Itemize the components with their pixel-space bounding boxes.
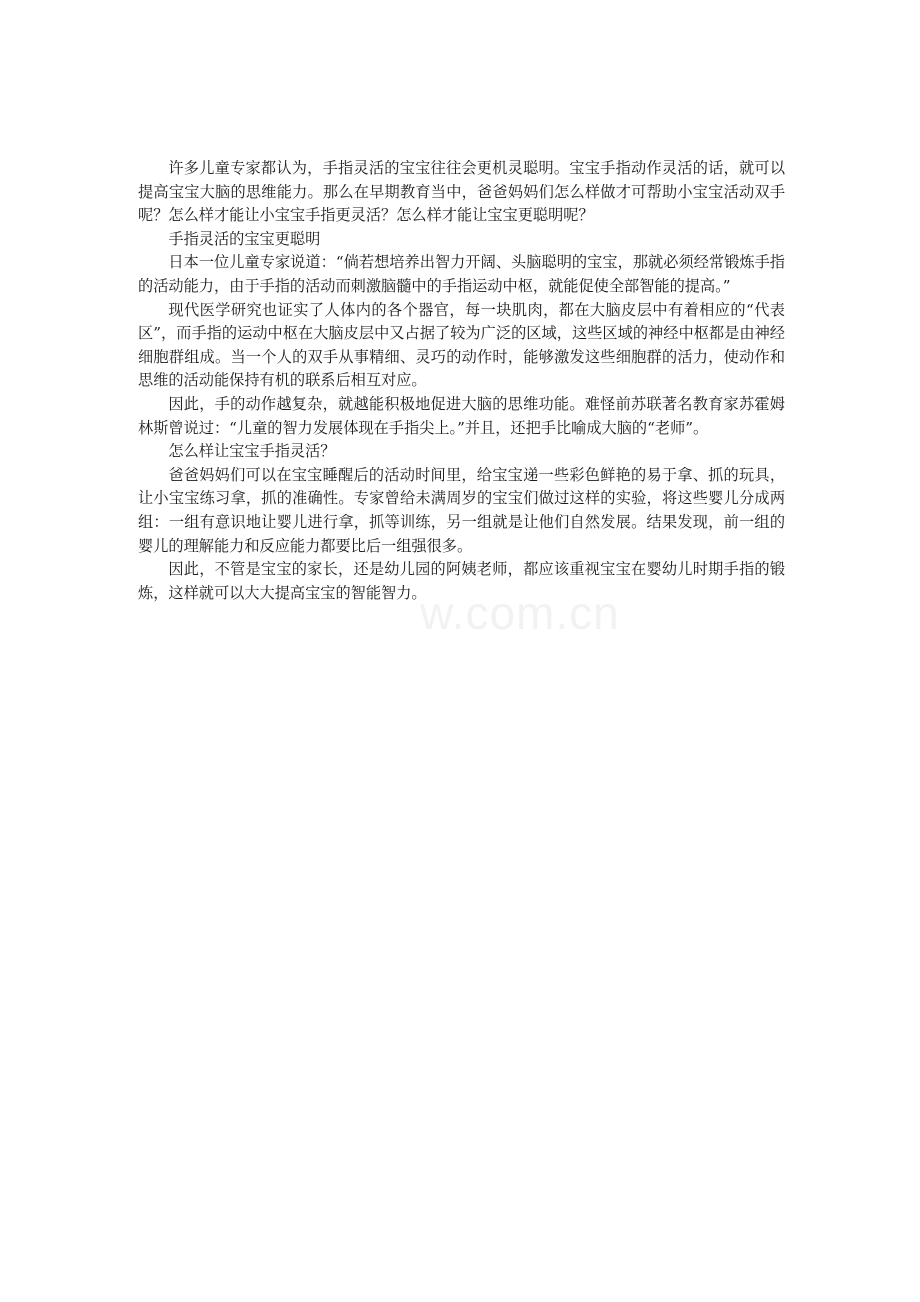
watermark: w.com.cn: [420, 587, 620, 639]
section-heading-how-to: 怎么样让宝宝手指灵活？: [168, 442, 336, 461]
conclusion-paragraph: 因此，不管是宝宝的家长，还是幼儿园的阿姨老师，都应该重视宝宝在婴幼儿时期手指的锻炼，这样就可以大大提高宝宝的智能智力。: [138, 560, 785, 602]
document-body: [138, 157, 785, 605]
intro-paragraph: 许多儿童专家都认为，手指灵活的宝宝往往会更机灵聪明。宝宝手指动作灵活的话，就可以提高宝宝大脑的思维能力。那么在早期教育当中，爸爸妈妈们怎么样做才可帮助小宝宝活动双手呢？怎么样才能让小宝宝手指更灵活？怎么样才能让宝宝更聪明呢？: [138, 159, 785, 225]
medical-research-paragraph: 现代医学研究也证实了人体内的各个器官，每一块肌肉，都在大脑皮层中有着相应的“代表区”，而手指的运动中枢在大脑皮层中又占据了较为广泛的区域，这些区域的神经中枢都是由神经细胞群组成。当一个人的双手从事精细、灵巧的动作时，能够激发这些细胞群的活力，使动作和思维的活动能保持有机的联系后相互对应。: [138, 300, 785, 390]
expert-quote-paragraph: 日本一位儿童专家说道：“倘若想培养出智力开阔、头脑聪明的宝宝，那就必须经常锻炼手指的活动能力，由于手指的活动而刺激脑髓中的手指运动中枢，就能促使全部智能的提高。”: [138, 253, 785, 295]
experiment-paragraph: 爸爸妈妈们可以在宝宝睡醒后的活动时间里，给宝宝递一些彩色鲜艳的易于拿、抓的玩具，让小宝宝练习拿，抓的准确性。专家曾给未满周岁的宝宝们做过这样的实验，将这些婴儿分成两组：一组有意识地让婴儿进行拿，抓等训练，另一组就是让他们自然发展。结果发现，前一组的婴儿的理解能力和反应能力都要比后一组强很多。: [138, 465, 785, 555]
section-heading-smart-fingers: 手指灵活的宝宝更聪明: [168, 229, 321, 248]
sukhomlinsky-paragraph: 因此，手的动作越复杂，就越能积极地促进大脑的思维功能。难怪前苏联著名教育家苏霍姆林斯曾说过：“儿童的智力发展体现在手指尖上。”并且，还把手比喻成大脑的“老师”。: [138, 394, 785, 437]
